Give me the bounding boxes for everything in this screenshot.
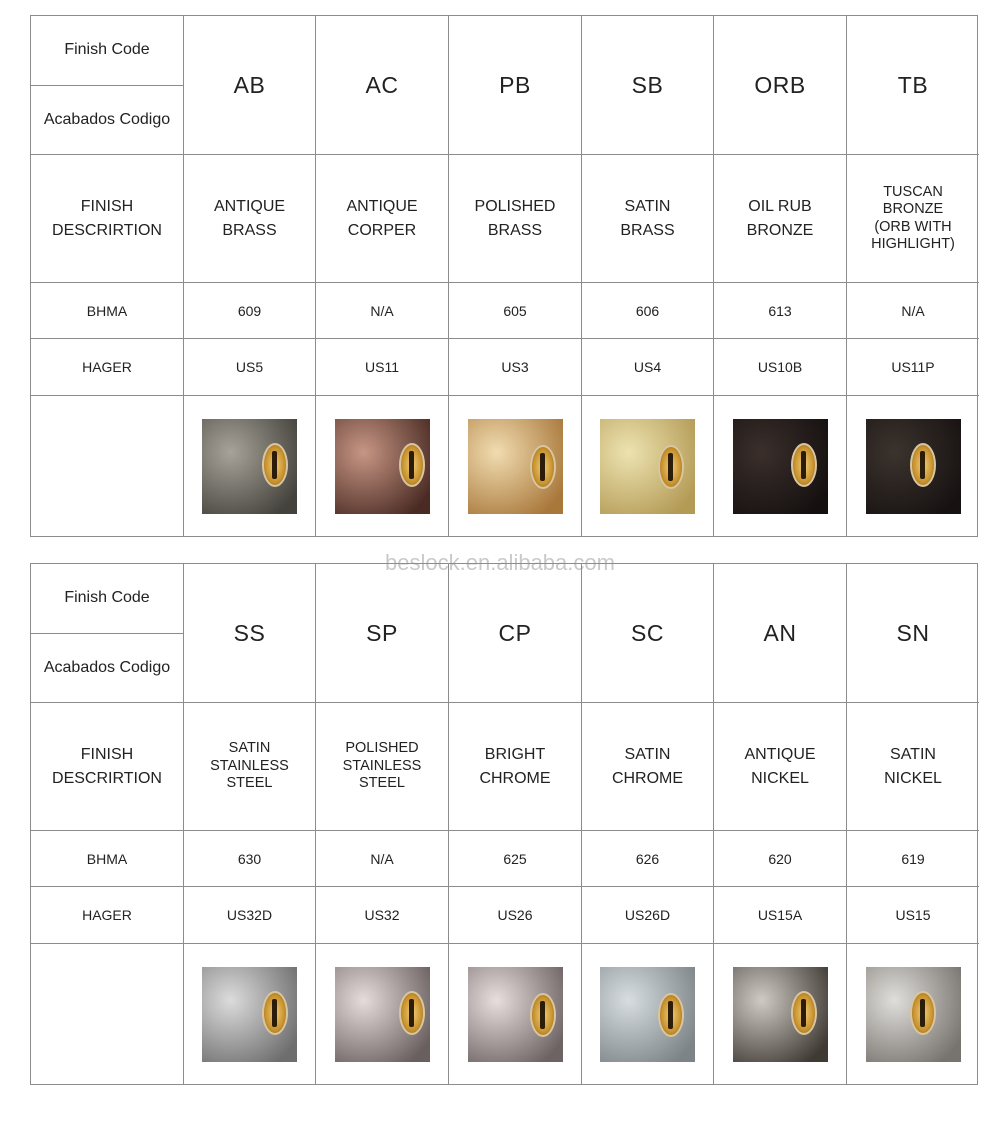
bhma-value: N/A <box>847 283 979 339</box>
finish-swatch-cell <box>184 396 316 536</box>
keyway-icon <box>668 453 673 481</box>
finish-description-cell: SATIN CHROME <box>582 703 714 831</box>
bhma-value: 609 <box>184 283 316 339</box>
keyway-icon <box>409 451 414 479</box>
swatch-label-cell <box>31 944 184 1084</box>
hager-value: US26 <box>449 887 582 944</box>
bhma-label: BHMA <box>31 283 184 339</box>
keyway-icon <box>409 999 414 1027</box>
finish-code-cell: CP <box>449 564 582 703</box>
bhma-value: 625 <box>449 831 582 887</box>
finish-code-cell: SN <box>847 564 979 703</box>
bhma-value: 630 <box>184 831 316 887</box>
finish-swatch-cell <box>316 396 449 536</box>
keyway-icon <box>540 453 545 481</box>
hager-value: US15A <box>714 887 847 944</box>
finish-description-label: FINISH DESCRIRTION <box>31 155 184 283</box>
finish-swatch-cell <box>847 944 979 1084</box>
keyway-icon <box>668 1001 673 1029</box>
finish-swatch-cell <box>449 396 582 536</box>
finish-description-cell: ANTIQUE CORPER <box>316 155 449 283</box>
finish-description-cell: TUSCAN BRONZE (ORB WITH HIGHLIGHT) <box>847 155 979 283</box>
finish-code-label: Finish Code <box>31 564 183 634</box>
finish-swatch-image <box>600 967 695 1062</box>
bhma-value: N/A <box>316 831 449 887</box>
hager-value: US10B <box>714 339 847 396</box>
hager-value: US3 <box>449 339 582 396</box>
finish-code-cell: ORB <box>714 16 847 155</box>
hager-label: HAGER <box>31 887 184 944</box>
hager-value: US32 <box>316 887 449 944</box>
finish-swatch-image <box>733 967 828 1062</box>
bhma-value: 626 <box>582 831 714 887</box>
hager-value: US5 <box>184 339 316 396</box>
finish-code-cell: SB <box>582 16 714 155</box>
finish-description-cell: OIL RUB BRONZE <box>714 155 847 283</box>
finish-swatch-cell <box>184 944 316 1084</box>
finish-code-cell: AB <box>184 16 316 155</box>
finish-table-2 <box>30 563 978 1085</box>
finish-description-cell: SATIN NICKEL <box>847 703 979 831</box>
finish-swatch-image <box>600 419 695 514</box>
finish-code-cell: AN <box>714 564 847 703</box>
finish-swatch-cell <box>714 944 847 1084</box>
swatch-label-cell <box>31 396 184 536</box>
bhma-value: 619 <box>847 831 979 887</box>
finish-code-cell: SS <box>184 564 316 703</box>
finish-table-1 <box>30 15 978 537</box>
bhma-value: 620 <box>714 831 847 887</box>
finish-description-cell: SATIN BRASS <box>582 155 714 283</box>
hager-value: US15 <box>847 887 979 944</box>
bhma-value: 606 <box>582 283 714 339</box>
finish-swatch-image <box>866 419 961 514</box>
bhma-value: N/A <box>316 283 449 339</box>
finish-description-cell: POLISHED STAINLESS STEEL <box>316 703 449 831</box>
finish-code-cell: SC <box>582 564 714 703</box>
keyway-icon <box>272 999 277 1027</box>
finish-swatch-image <box>202 419 297 514</box>
hager-value: US32D <box>184 887 316 944</box>
hager-value: US26D <box>582 887 714 944</box>
acabados-codigo-label: Acabados Codigo <box>43 658 171 676</box>
finish-description-label: FINISH DESCRIRTION <box>31 703 184 831</box>
hager-label: HAGER <box>31 339 184 396</box>
finish-swatch-cell <box>847 396 979 536</box>
finish-code-cell: SP <box>316 564 449 703</box>
hager-value: US4 <box>582 339 714 396</box>
keyway-icon <box>540 1001 545 1029</box>
hager-value: US11 <box>316 339 449 396</box>
finish-swatch-cell <box>582 396 714 536</box>
finish-code-label: Finish Code <box>31 16 183 86</box>
finish-swatch-cell <box>582 944 714 1084</box>
finish-code-cell: TB <box>847 16 979 155</box>
finish-swatch-image <box>335 967 430 1062</box>
finish-swatch-cell <box>714 396 847 536</box>
finish-description-cell: SATIN STAINLESS STEEL <box>184 703 316 831</box>
finish-description-cell: ANTIQUE BRASS <box>184 155 316 283</box>
keyway-icon <box>920 999 925 1027</box>
keyway-icon <box>801 999 806 1027</box>
bhma-value: 613 <box>714 283 847 339</box>
finish-swatch-image <box>733 419 828 514</box>
finish-swatch-image <box>468 419 563 514</box>
finish-swatch-image <box>335 419 430 514</box>
finish-description-cell: ANTIQUE NICKEL <box>714 703 847 831</box>
bhma-label: BHMA <box>31 831 184 887</box>
acabados-codigo-label: Acabados Codigo <box>43 110 171 128</box>
keyway-icon <box>801 451 806 479</box>
finish-code-cell: PB <box>449 16 582 155</box>
keyway-icon <box>272 451 277 479</box>
finish-code-cell: AC <box>316 16 449 155</box>
finish-swatch-cell <box>449 944 582 1084</box>
finish-description-cell: BRIGHT CHROME <box>449 703 582 831</box>
watermark: beslock.en.alibaba.com <box>385 550 615 575</box>
bhma-value: 605 <box>449 283 582 339</box>
finish-code-header <box>31 16 184 155</box>
hager-value: US11P <box>847 339 979 396</box>
keyway-icon <box>920 451 925 479</box>
finish-swatch-cell <box>316 944 449 1084</box>
finish-swatch-image <box>468 967 563 1062</box>
finish-swatch-image <box>202 967 297 1062</box>
finish-description-cell: POLISHED BRASS <box>449 155 582 283</box>
finish-code-header <box>31 564 184 703</box>
finish-swatch-image <box>866 967 961 1062</box>
